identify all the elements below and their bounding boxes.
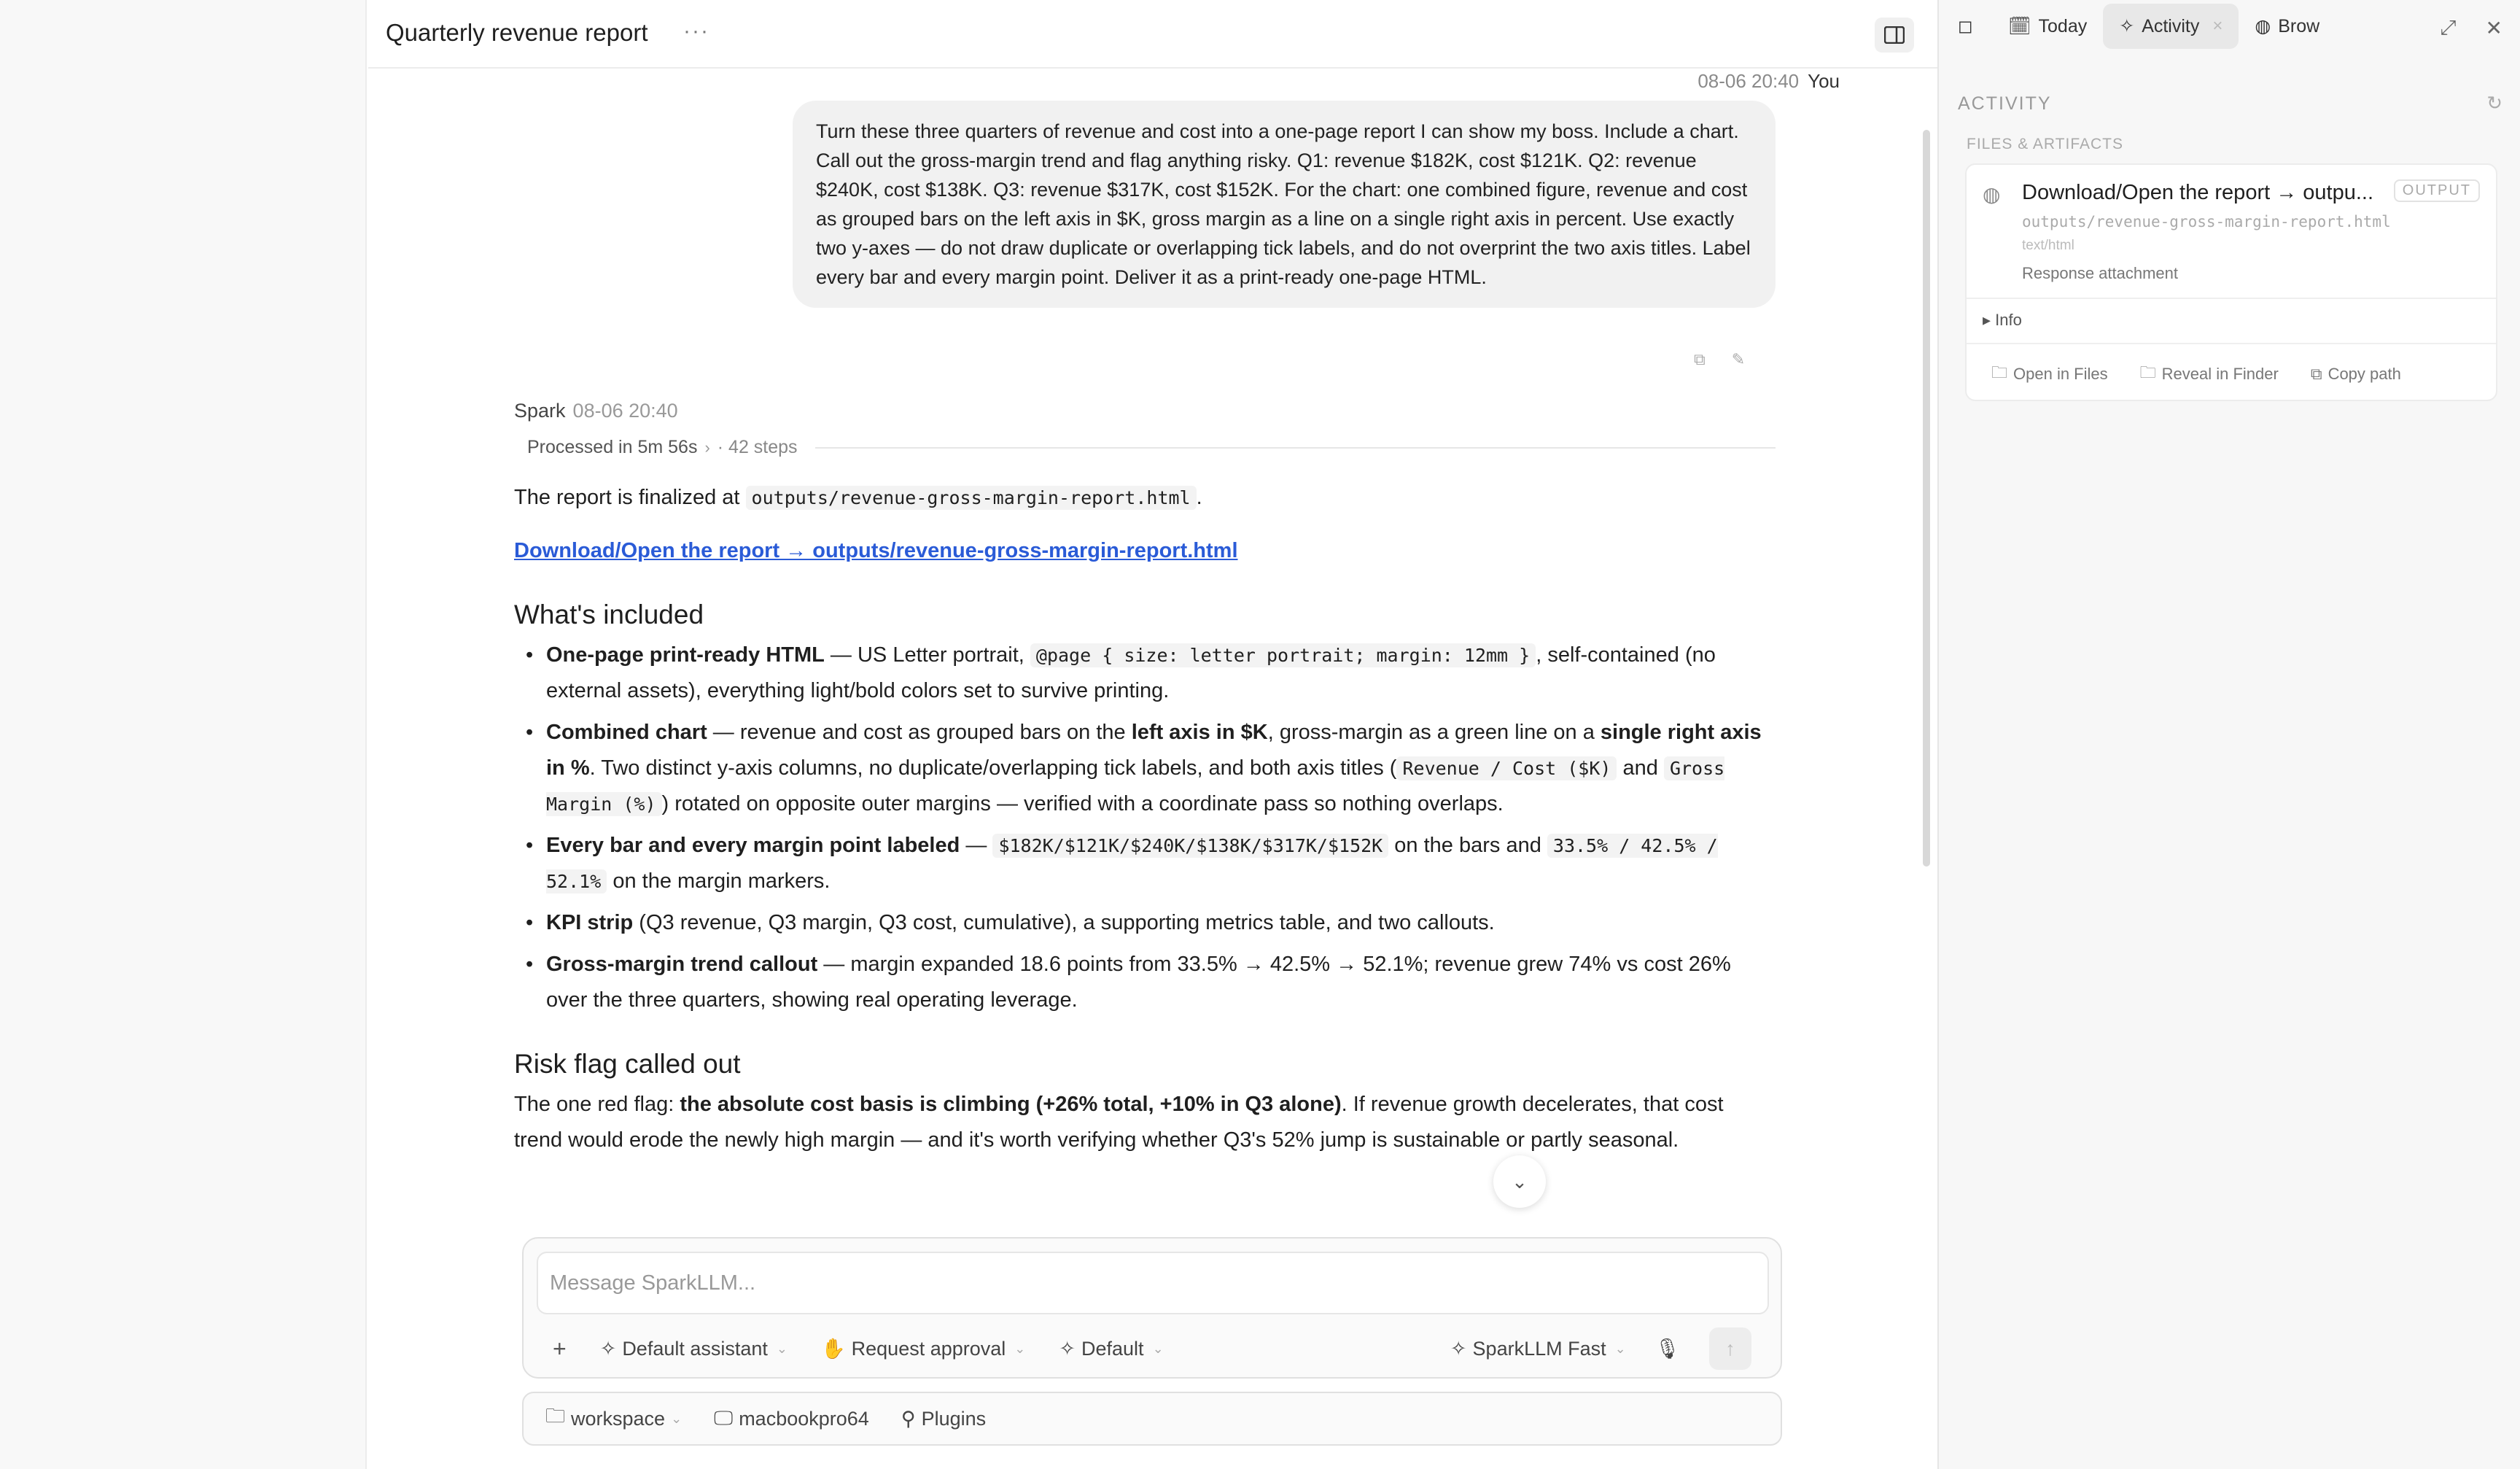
approval-selector-label: Request approval xyxy=(851,1337,1006,1360)
sparkle-icon: ✧ xyxy=(1450,1337,1467,1360)
assistant-name: Spark xyxy=(514,400,566,422)
included-heading: What's included xyxy=(514,600,704,629)
processed-label: Processed in 5m 56s xyxy=(527,437,698,457)
chevron-down-icon: ⌄ xyxy=(671,1411,682,1426)
chat-scrollbar[interactable] xyxy=(1923,130,1930,867)
user-message-actions xyxy=(1694,350,1745,369)
tab-browser-label: Brow xyxy=(2278,15,2320,36)
divider xyxy=(1967,298,2496,299)
sparkle-icon: ✧ xyxy=(599,1337,617,1360)
reveal-in-finder-label: Reveal in Finder xyxy=(2161,365,2279,383)
ellipsis-icon[interactable]: ··· xyxy=(683,19,709,43)
sidebar-toggle-icon[interactable] xyxy=(1875,18,1914,53)
user-message-meta xyxy=(1698,70,1840,93)
chevron-down-icon: ⌄ xyxy=(1512,1170,1528,1193)
arrow-up-icon: ↑ xyxy=(1725,1337,1735,1360)
panel-tabs xyxy=(1939,0,2520,53)
artifact-path: outputs/revenue-gross-margin-report.html xyxy=(2022,213,2391,230)
folder-icon: 🗀 xyxy=(545,1405,565,1427)
chevron-right-icon: › xyxy=(704,438,710,457)
scroll-down-button[interactable] xyxy=(1493,1155,1546,1208)
workspace-label: workspace xyxy=(571,1407,666,1430)
files-artifacts-label: FILES & ARTIFACTS xyxy=(1967,136,2124,152)
model-selector[interactable] xyxy=(1450,1338,1626,1360)
divider xyxy=(1967,343,2496,344)
folder-icon: 🗀 xyxy=(2139,363,2156,381)
user-message-author: You xyxy=(1808,70,1840,92)
copy-path-button[interactable] xyxy=(2311,360,2401,388)
divider xyxy=(815,447,1776,449)
sparkle-icon: ✧ xyxy=(1059,1337,1076,1360)
risk-heading: Risk flag called out xyxy=(514,1049,741,1079)
artifact-source: Response attachment xyxy=(2022,264,2179,282)
assistant-selector[interactable] xyxy=(600,1338,788,1360)
message-input[interactable]: Message SparkLLM... xyxy=(537,1252,1769,1314)
output-badge: OUTPUT xyxy=(2394,179,2480,202)
list-item: • KPI strip (Q3 revenue, Q3 margin, Q3 cost, cumulative), a supporting metrics table, and two callouts. xyxy=(514,905,1776,941)
close-tab-icon[interactable]: × xyxy=(2212,16,2223,36)
assistant-header xyxy=(514,400,1776,422)
edit-icon[interactable]: ✎ xyxy=(1731,350,1746,368)
model-selector-label: SparkLLM Fast xyxy=(1472,1337,1606,1360)
left-gutter xyxy=(0,0,367,1469)
panel-square-icon[interactable]: ◻ xyxy=(1958,16,1973,36)
plugins-button[interactable] xyxy=(901,1408,986,1430)
tab-activity[interactable] xyxy=(2103,4,2239,49)
globe-icon: ◍ xyxy=(2255,16,2271,36)
intro-path-code: outputs/revenue-gross-margin-report.html xyxy=(746,486,1197,510)
assistant-selector-label: Default assistant xyxy=(622,1337,768,1360)
list-item: • One-page print-ready HTML — US Letter portrait, @page { size: letter portrait; margin: 12mm } , self-contained (no external assets), everything light/bold colors set to survive printing. xyxy=(514,637,1776,709)
risk-paragraph: The one red flag: the absolute cost basis is climbing (+26% total, +10% in Q3 alone). If revenue growth decelerates, that cost trend would erode the newly high margin — and it's worth verifying whether Q3's 52% jump is sustainable or partly seasonal. xyxy=(514,1093,1724,1152)
tab-today[interactable] xyxy=(1992,4,2103,49)
chat-main xyxy=(368,0,1937,1469)
intro-text: The report is finalized at xyxy=(514,486,740,509)
calendar-icon: 🗓 xyxy=(2007,15,2031,36)
processed-summary[interactable] xyxy=(514,437,1776,458)
workspace-selector[interactable] xyxy=(545,1402,682,1435)
list-item: • Combined chart — revenue and cost as grouped bars on the left axis in $K, gross-margin as a green line on a single right axis in %. Two distinct y-axis columns, no duplicate/overlapping tick labels, and both axis titles ( Revenue / Cost ($K) and Gross Margin (%) ) rotated on opposite outer margins — verified with a coordinate pass so nothing overlaps. xyxy=(514,715,1776,822)
tab-browser[interactable] xyxy=(2239,4,2336,49)
activity-label: ACTIVITY xyxy=(1958,93,2052,114)
open-in-files-label: Open in Files xyxy=(2013,365,2108,383)
copy-path-label: Copy path xyxy=(2328,365,2401,383)
copy-icon: ⧉ xyxy=(2310,365,2322,383)
panel-window-controls xyxy=(2440,16,2502,40)
assistant-message xyxy=(514,400,1776,1158)
tab-today-label: Today xyxy=(2038,15,2088,36)
user-message-bubble: Turn these three quarters of revenue and cost into a one-page report I can show my boss. Include a chart. Call out the gross-margin trend and flag anything risky. Q1: revenue $182K, cost $121K. Q2: revenue $240K, cost $138K. Q3: revenue $317K, cost $152K. For the chart: one combined figure, revenue and cost as grouped bars on the left axis in $K, gross margin as a line on a single right axis in percent. Use exactly two y-axes — do not draw duplicate or overlapping tick labels, and do not overprint the two axis titles. Label every bar and every margin point. Deliver it as a print-ready one-page HTML. xyxy=(793,101,1776,308)
list-item: • Every bar and every margin point labeled — $182K/$121K/$240K/$138K/$317K/$152K on the bars and 33.5% / 42.5% / 52.1% on the margin markers. xyxy=(514,828,1776,899)
approval-selector[interactable] xyxy=(821,1337,1025,1360)
message-composer xyxy=(522,1237,1782,1379)
tab-activity-label: Activity xyxy=(2142,15,2200,36)
reveal-in-finder-button[interactable] xyxy=(2140,360,2279,388)
plus-icon: + xyxy=(553,1335,567,1362)
hand-icon: ✋ xyxy=(821,1338,846,1360)
machine-selector[interactable] xyxy=(714,1407,869,1430)
microphone-icon[interactable]: 🎙 xyxy=(1654,1338,1680,1360)
close-icon[interactable]: ✕ xyxy=(2485,17,2502,39)
artifact-title[interactable]: Download/Open the report → outpu... xyxy=(2022,181,2374,204)
chevron-down-icon: ⌄ xyxy=(1014,1341,1026,1356)
chat-header xyxy=(368,0,1937,69)
report-download-link[interactable]: Download/Open the report → outputs/revenue-gross-margin-report.html xyxy=(514,539,1238,562)
info-toggle[interactable] xyxy=(1983,311,2022,330)
composer-toolbar xyxy=(553,1330,1751,1367)
globe-icon: ◍ xyxy=(1983,183,2001,206)
list-item: • Gross-margin trend callout — margin expanded 18.6 points from 33.5% → 42.5% → 52.1%; revenue grew 74% vs cost 26% over the three quarters, showing real operating leverage. xyxy=(514,947,1776,1018)
machine-label: macbookpro64 xyxy=(739,1407,869,1430)
mode-selector[interactable] xyxy=(1059,1338,1163,1360)
plugins-label: Plugins xyxy=(921,1407,987,1430)
user-message-time: 08-06 20:40 xyxy=(1698,70,1800,92)
chevron-down-icon: ⌄ xyxy=(776,1341,788,1356)
send-button[interactable] xyxy=(1709,1327,1751,1370)
artifact-mime: text/html xyxy=(2022,238,2074,253)
artifact-card[interactable] xyxy=(1965,163,2497,401)
included-list xyxy=(514,637,1776,1018)
monitor-icon: 🖵 xyxy=(714,1407,734,1429)
page-title: Quarterly revenue report xyxy=(386,19,648,46)
assistant-time: 08-06 20:40 xyxy=(572,400,678,422)
activity-panel xyxy=(1937,0,2520,1469)
intro-paragraph: The report is finalized at outputs/revenue-gross-margin-report.html . xyxy=(514,486,1202,509)
chevron-down-icon: ⌄ xyxy=(1152,1341,1164,1356)
mode-selector-label: Default xyxy=(1081,1337,1144,1360)
refresh-icon[interactable]: ↻ xyxy=(2486,92,2502,114)
plug-icon: ⚲ xyxy=(901,1407,916,1430)
steps-count: · 42 steps xyxy=(717,437,798,457)
context-bar xyxy=(522,1392,1782,1446)
info-label: Info xyxy=(1995,311,2022,329)
expand-icon[interactable]: ⤢ xyxy=(2440,16,2457,39)
caret-right-icon: ▸ xyxy=(1983,311,1996,329)
sparkle-icon: ✧ xyxy=(2119,16,2135,36)
copy-icon[interactable]: ⧉ xyxy=(1694,350,1706,368)
chevron-down-icon: ⌄ xyxy=(1614,1341,1626,1356)
composer-right-tools xyxy=(1450,1327,1751,1370)
folder-icon: 🗀 xyxy=(1991,363,2008,381)
open-in-files-button[interactable] xyxy=(1991,360,2108,388)
add-attachment-button[interactable] xyxy=(553,1336,567,1363)
artifact-actions xyxy=(1991,360,2401,388)
